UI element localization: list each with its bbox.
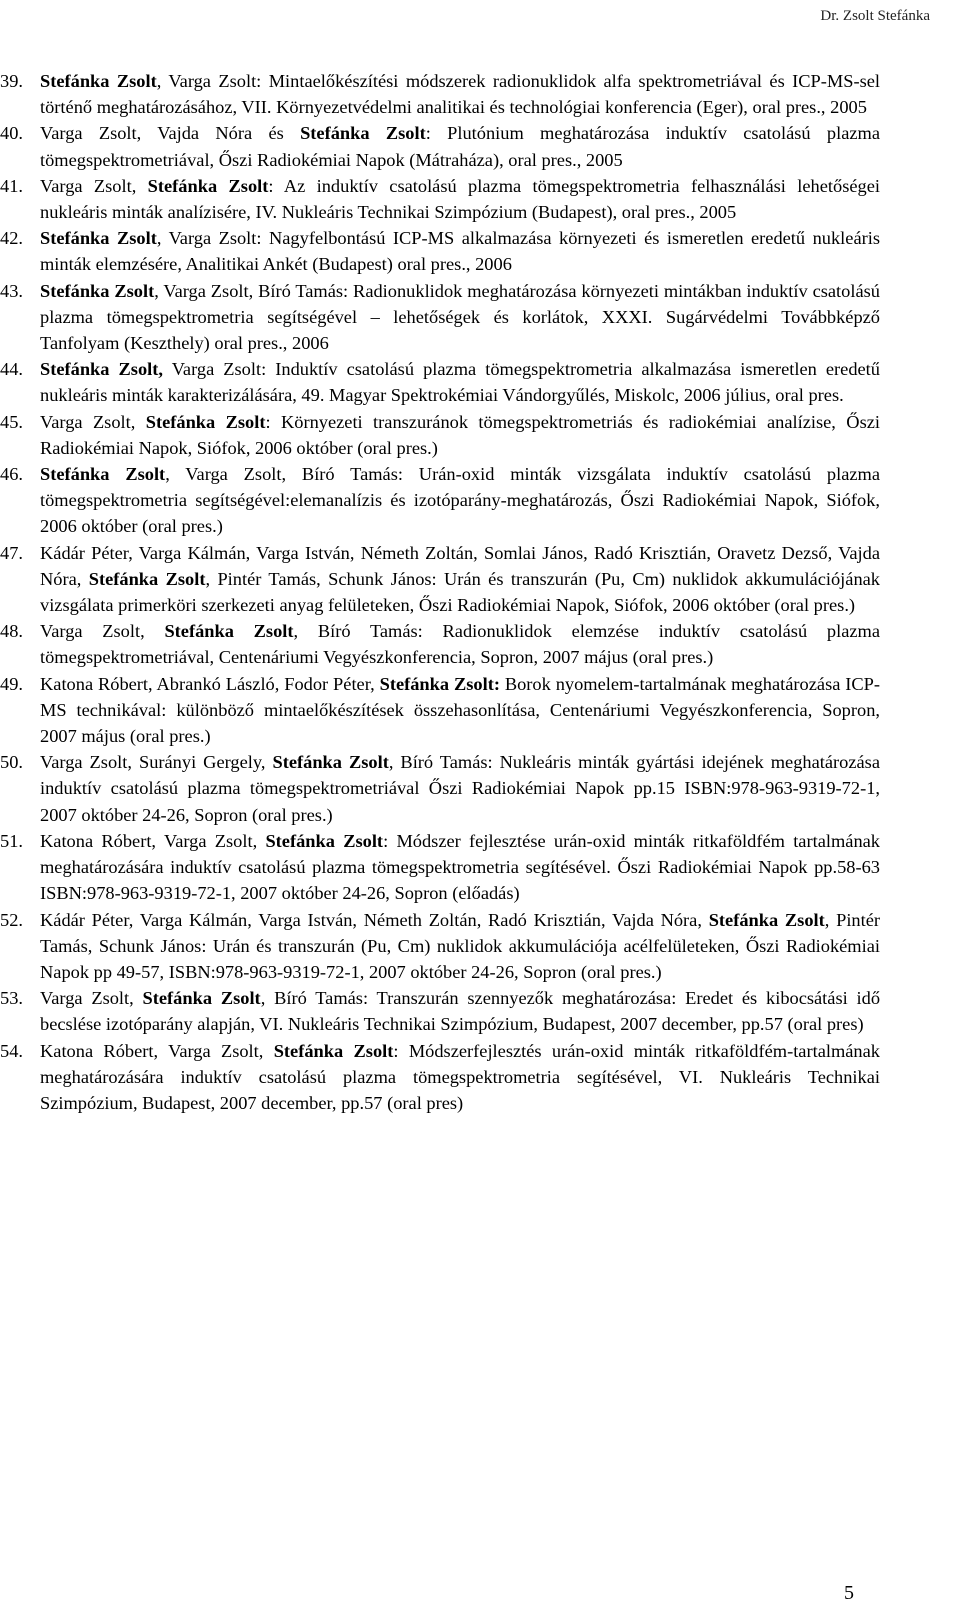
entry-number: 49.	[0, 673, 23, 694]
publication-list	[0, 68, 960, 1116]
publication-entry	[0, 278, 960, 357]
entry-text: Borok nyomelem-tartalmának meghatározása ICP-MS technikával: különböző mintaelőkészítések összehasonlítása, Centenáriumi Vegyészkonferencia, Sopron, 2007 május (oral pres.)	[40, 673, 881, 747]
entry-text: , Varga Zsolt: Nagyfelbontású ICP-MS alkalmazása környezeti és ismeretlen eredetű nukleáris minták elemzésére, Analitikai Ankét (Budapest) oral pres., 2006	[40, 228, 881, 275]
author-name-highlight: Stefánka Zsolt	[142, 988, 261, 1009]
entry-text: , Varga Zsolt: Mintaelőkészítési módszerek radionuklidok alfa spektrometriával és ICP-MS-sel történő meghatározásához, VII. Környezetvédelmi analitikai és technológiai konferencia (Eger), oral pres., 2005	[40, 71, 880, 118]
publication-entry	[0, 907, 960, 986]
entry-number: 51.	[0, 830, 23, 851]
entry-number: 42.	[0, 228, 23, 249]
running-header-author: Dr. Zsolt Stefánka	[820, 8, 930, 24]
publication-entry	[0, 356, 960, 408]
publication-entry	[0, 461, 960, 540]
entry-number: 44.	[0, 359, 23, 380]
author-name-highlight: Stefánka Zsolt	[88, 568, 206, 589]
entry-number: 40.	[0, 123, 23, 144]
entry-text: , Varga Zsolt, Bíró Tamás: Urán-oxid minták vizsgálata induktív csatolású plazma tömegspektrometria segítségével:elemanalízis és izotóparány-meghatározás, Őszi Radiokémiai Napok, Siófok, 2006 október (oral pres.)	[40, 464, 880, 537]
entry-number: 54.	[0, 1040, 23, 1061]
publication-entry	[0, 985, 960, 1037]
entry-text: Varga Zsolt,	[40, 411, 146, 432]
publication-entry	[0, 409, 960, 461]
entry-number: 50.	[0, 752, 23, 773]
entry-text: Varga Zsolt,	[40, 621, 165, 642]
entry-text: Varga Zsolt, Vajda Nóra és	[40, 123, 301, 144]
entry-text: Varga Zsolt,	[40, 988, 143, 1009]
author-name-highlight: Stefánka Zsolt	[265, 830, 384, 851]
author-name-highlight: Stefánka Zsolt	[40, 280, 155, 301]
entry-text: , Bíró Tamás: Radionuklidok elemzése induktív csatolású plazma tömegspektrometriával, Centenáriumi Vegyészkonferencia, Sopron, 2007 május (oral pres.)	[40, 621, 880, 668]
author-name-highlight: Stefánka Zsolt	[300, 123, 426, 144]
publication-entry	[0, 671, 960, 750]
entry-text: Varga Zsolt, Surányi Gergely,	[40, 752, 273, 773]
entry-number: 47.	[0, 542, 23, 563]
publication-entry	[0, 120, 960, 172]
publication-entry	[0, 68, 960, 120]
entry-number: 45.	[0, 411, 23, 432]
publication-entry	[0, 749, 960, 828]
author-name-highlight: Stefánka Zsolt,	[40, 359, 163, 380]
entry-text: : Módszer fejlesztése urán-oxid minták ritkaföldfém tartalmának meghatározására induktív csatolású plazma tömegspektrometria segítésével. Őszi Radiokémiai Napok pp.58-63 ISBN:978-963-9319-72-1, 2007 október 24-26, Sopron (előadás)	[40, 830, 880, 904]
entry-text: , Bíró Tamás: Nukleáris minták gyártási idejének meghatározása induktív csatolású plazma tömegspektrometriával Őszi Radiokémiai Napok pp.15 ISBN:978-963-9319-72-1, 2007 október 24-26, Sopron (oral pres.)	[40, 752, 880, 825]
entry-text: Katona Róbert, Varga Zsolt,	[40, 830, 266, 851]
entry-text: Kádár Péter, Varga Kálmán, Varga István, Németh Zoltán, Somlai János, Radó Krisztián, Oravetz Dezső, Vajda Nóra,	[40, 542, 880, 589]
author-name-highlight: Stefánka Zsolt	[40, 464, 166, 485]
entry-text: Katona Róbert, Varga Zsolt,	[40, 1040, 274, 1061]
author-name-highlight: Stefánka Zsolt	[147, 175, 269, 196]
publication-entry	[0, 173, 960, 225]
publication-entry	[0, 1038, 960, 1117]
author-name-highlight: Stefánka Zsolt	[273, 1040, 394, 1061]
publication-entry	[0, 618, 960, 670]
publication-entry	[0, 225, 960, 277]
page-number: 5	[844, 1582, 854, 1604]
entry-text: Varga Zsolt,	[40, 175, 148, 196]
author-name-highlight: Stefánka Zsolt	[40, 228, 157, 249]
entry-text: : Környezeti transzuránok tömegspektrometriás és radiokémiai analízise, Őszi Radiokémiai Napok, Siófok, 2006 október (oral pres.)	[40, 411, 881, 458]
entry-number: 43.	[0, 280, 23, 301]
entry-text: : Az induktív csatolású plazma tömegspektrometria felhasználási lehetőségei nukleáris minták analízisére, IV. Nukleáris Technikai Szimpózium (Budapest), oral pres., 2005	[40, 175, 880, 223]
entry-text: Katona Róbert, Abrankó László, Fodor Péter,	[40, 673, 380, 694]
publication-entry	[0, 540, 960, 619]
entry-text: , Varga Zsolt, Bíró Tamás: Radionuklidok meghatározása környezeti mintákban induktív csatolású plazma tömegspektrometria segítségével – lehetőségek és korlátok, XXXI. Sugárvédelmi Továbbképző Tanfolyam (Keszthely) oral pres., 2006	[40, 280, 880, 354]
author-name-highlight: Stefánka Zsolt	[164, 621, 294, 642]
entry-text: : Plutónium meghatározása induktív csatolású plazma tömegspektrometriával, Őszi Radiokémiai Napok (Mátraháza), oral pres., 2005	[40, 123, 881, 170]
entry-number: 39.	[0, 71, 23, 91]
entry-text: Kádár Péter, Varga Kálmán, Varga István, Németh Zoltán, Radó Krisztián, Vajda Nóra,	[40, 909, 709, 930]
entry-text: , Pintér Tamás, Schunk János: Urán és transzurán (Pu, Cm) nuklidok akkumulációjának vizsgálata primerköri szerkezeti anyag felületeken, Őszi Radiokémiai Napok, Siófok, 2006 október (oral pres.)	[40, 568, 881, 616]
author-name-highlight: Stefánka Zsolt	[145, 411, 266, 432]
entry-number: 53.	[0, 988, 23, 1009]
entry-text: , Bíró Tamás: Transzurán szennyezők meghatározása: Eredet és kibocsátási idő becslése izotóparány alapján, VI. Nukleáris Technikai Szimpózium, Budapest, 2007 december, pp.57 (oral pres)	[40, 988, 881, 1035]
author-name-highlight: Stefánka Zsolt:	[379, 673, 500, 694]
author-name-highlight: Stefánka Zsolt	[708, 909, 825, 930]
author-name-highlight: Stefánka Zsolt	[272, 752, 389, 773]
entry-number: 41.	[0, 175, 23, 196]
entry-text: Varga Zsolt: Induktív csatolású plazma tömegspektrometria alkalmazása ismeretlen eredetű nukleáris minták karakterizálására, 49. Magyar Spektrokémiai Vándorgyűlés, Miskolc, 2006 július, oral pres.	[40, 359, 880, 406]
entry-number: 48.	[0, 621, 23, 642]
entry-text: , Pintér Tamás, Schunk János: Urán és transzurán (Pu, Cm) nuklidok akkumulációja acélfelületeken, Őszi Radiokémiai Napok pp 49-57, ISBN:978-963-9319-72-1, 2007 október 24-26, Sopron (oral pres.)	[40, 909, 881, 982]
publication-entry	[0, 828, 960, 907]
author-name-highlight: Stefánka Zsolt	[40, 71, 157, 91]
entry-text: : Módszerfejlesztés urán-oxid minták ritkaföldfém-tartalmának meghatározására induktív csatolású plazma tömegspektrometria segítésével, VI. Nukleáris Technikai Szimpózium, Budapest, 2007 december, pp.57 (oral pres)	[40, 1040, 880, 1113]
entry-number: 46.	[0, 464, 23, 485]
entry-number: 52.	[0, 909, 23, 930]
